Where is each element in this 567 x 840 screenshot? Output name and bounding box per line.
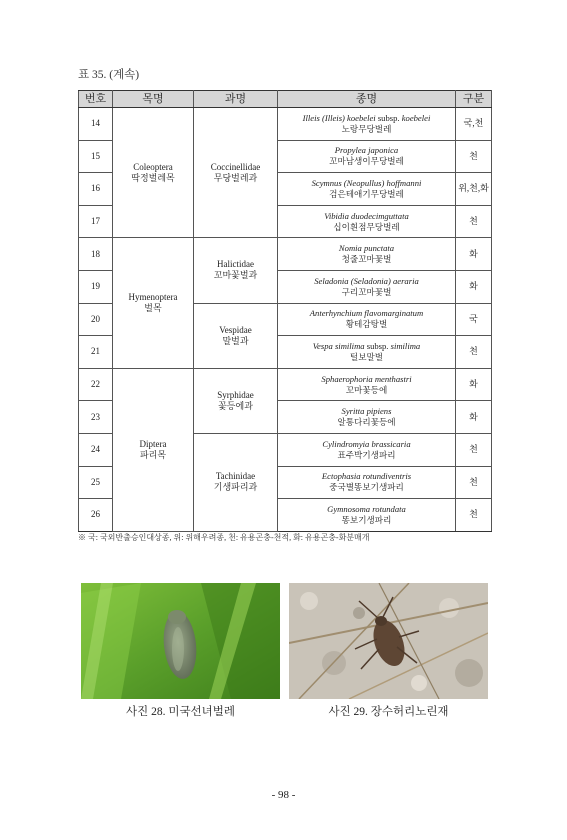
species-cell [278,173,456,206]
category-cell: 화 [456,401,492,434]
species-kor-name: 검은테애기무당벌레 [329,188,404,199]
species-sci-name: Illeis (Illeis) koebelei [302,112,376,123]
category-cell: 화 [456,270,492,303]
order-sci-name: Coleoptera [133,161,173,172]
table-footnote: ※ 국: 국외반출승인대상종, 위: 위해우려종, 천: 유용곤충-천적, 화: 유용곤충-화분매개 [78,533,370,542]
species-sci-name: Anterhynchium flavomarginatum [309,308,424,319]
family-kor-name: 꽃등에과 [218,400,253,411]
species-cell [278,270,456,303]
order-sci-name: Diptera [139,438,167,449]
species-cell [278,205,456,238]
row-number: 21 [79,336,113,369]
family-cell [194,303,278,368]
category-cell: 천 [456,433,492,466]
species-table [78,90,492,532]
planthopper-image [81,583,280,699]
category-cell: 천 [456,140,492,173]
species-kor-name: 중국별똥보기생파리 [329,482,404,493]
photo-caption-29: 사진 29. 장수허리노린재 [328,706,449,718]
species-kor-name: 십이흰점무당벌레 [333,221,400,232]
species-rank: subsp. [364,340,391,351]
species-kor-name: 꼬마꽃등에 [345,384,388,395]
species-sci-name: Vibidia duodecimguttata [324,210,409,221]
species-kor-name: 표주박기생파리 [337,449,396,460]
species-subspecies: koebelei [401,112,431,123]
species-sci-name: Ectophasia rotundiventris [321,471,412,482]
species-sci-name: Propylea japonica [334,145,399,156]
family-cell [194,108,278,238]
category-cell: 천 [456,466,492,499]
order-cell [113,238,194,368]
species-cell [278,433,456,466]
category-cell: 화 [456,238,492,271]
family-sci-name: Vespidae [219,324,252,335]
row-number: 19 [79,270,113,303]
species-kor-name: 노랑무당벌레 [341,123,392,134]
species-kor-name: 황테감탕벌 [345,319,388,330]
category-cell: 국,천 [456,108,492,141]
family-cell [194,238,278,303]
species-sci-name: Gymnosoma rotundata [327,503,406,514]
page-number: - 98 - [271,789,296,801]
family-kor-name: 꼬마꽃벌과 [213,270,258,281]
family-cell [194,433,278,531]
category-cell: 위,천,화 [456,173,492,206]
category-cell: 국 [456,303,492,336]
category-cell: 화 [456,368,492,401]
family-kor-name: 기생파리과 [213,482,258,493]
species-sci-name: Nomia punctata [338,243,395,254]
photo-caption-28: 사진 28. 미국선녀벌레 [126,706,235,718]
species-sci-name: Cylindromyia brassicaria [322,438,411,449]
species-kor-name: 구리꼬마꽃벌 [341,286,392,297]
table-row [79,108,492,141]
row-number: 14 [79,108,113,141]
table-header-row [79,91,492,108]
species-cell [278,499,456,532]
category-cell: 천 [456,336,492,369]
family-sci-name: Syrphidae [217,389,254,400]
category-cell: 천 [456,205,492,238]
photo-planthopper [81,583,280,699]
species-cell [278,336,456,369]
coreid-bug-image [289,583,488,699]
species-cell [278,401,456,434]
order-cell [113,368,194,531]
species-cell [278,466,456,499]
species-cell [278,108,456,141]
header-no: 번호 [79,91,113,108]
species-cell [278,140,456,173]
species-sci-name: Scymnus (Neopullus) hoffmanni [311,177,422,188]
order-kor-name: 벌목 [144,303,162,314]
row-number: 26 [79,499,113,532]
family-sci-name: Coccinellidae [210,161,261,172]
order-kor-name: 딱정벌레목 [131,172,175,183]
species-kor-name: 청줄꼬마꽃벌 [341,254,392,265]
species-sci-name: Vespa similima [312,340,365,351]
order-sci-name: Hymenoptera [128,292,178,303]
species-cell [278,303,456,336]
header-order: 목명 [113,91,194,108]
table-row [79,368,492,401]
species-kor-name: 털보말벌 [349,351,384,362]
header-species: 종명 [278,91,456,108]
row-number: 15 [79,140,113,173]
category-cell: 천 [456,499,492,532]
photo-coreid-bug [289,583,488,699]
header-category: 구분 [456,91,492,108]
row-number: 22 [79,368,113,401]
species-sci-name: Sphaerophoria menthastri [321,373,412,384]
row-number: 23 [79,401,113,434]
row-number: 25 [79,466,113,499]
row-number: 20 [79,303,113,336]
order-kor-name: 파리목 [139,449,167,460]
row-number: 17 [79,205,113,238]
table-row [79,238,492,271]
species-kor-name: 꼬마남생이무당벌레 [329,156,404,167]
species-kor-name: 똥보기생파리 [341,514,392,525]
family-cell [194,368,278,433]
species-cell [278,238,456,271]
family-kor-name: 말벌과 [222,335,249,346]
species-rank: subsp. [375,112,402,123]
species-kor-name: 알통다리꽃등에 [337,417,396,428]
species-subspecies: similima [390,340,421,351]
order-cell [113,108,194,238]
row-number: 16 [79,173,113,206]
row-number: 18 [79,238,113,271]
family-kor-name: 무당벌레과 [213,172,258,183]
family-sci-name: Tachinidae [215,471,256,482]
species-sci-name: Syritta pipiens [341,406,392,417]
species-cell [278,368,456,401]
species-sci-name: Seladonia (Seladonia) aeraria [314,275,419,286]
table-caption: 표 35. (계속) [78,69,140,81]
row-number: 24 [79,433,113,466]
header-family: 과명 [194,91,278,108]
family-sci-name: Halictidae [217,259,254,270]
